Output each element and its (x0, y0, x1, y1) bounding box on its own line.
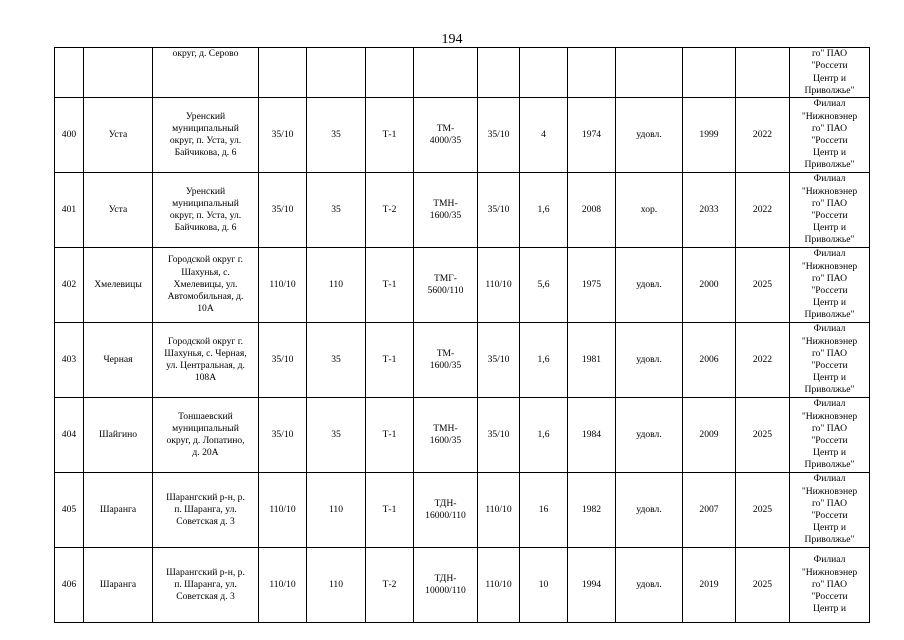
cell-voltage-hv: 35 (307, 323, 366, 398)
cell-transformer-type: ТМ- 4000/35 (414, 98, 478, 173)
cell-num: 405 (55, 473, 84, 548)
cell-num: 406 (55, 548, 84, 623)
cell-address: Шарангский р-н, р. п. Шаранга, ул. Советская д. 3 (153, 473, 259, 548)
cell-transformer-type: ТМГ- 5600/110 (414, 248, 478, 323)
cell-num: 404 (55, 398, 84, 473)
cell-replacement-year: 2022 (736, 323, 790, 398)
cell-replacement-year: 2022 (736, 98, 790, 173)
cell-address: Уренский муниципальный округ, п. Уста, ул. Байчикова, д. 6 (153, 98, 259, 173)
cell-replacement-year: 2025 (736, 248, 790, 323)
cell-voltage-hv: 110 (307, 473, 366, 548)
cell-name: Черная (84, 323, 153, 398)
cell-num: 403 (55, 323, 84, 398)
table-row (55, 248, 870, 323)
cell-voltage-hv (307, 48, 366, 98)
cell-condition: удовл. (616, 323, 683, 398)
cell-voltage-ratio: 35/10 (478, 323, 520, 398)
cell-power: 5,6 (520, 248, 568, 323)
cell-voltage-hv: 110 (307, 548, 366, 623)
cell-voltage-ratio: 35/10 (478, 398, 520, 473)
cell-commission-year (683, 48, 736, 98)
cell-power: 10 (520, 548, 568, 623)
cell-voltage-hv: 110 (307, 248, 366, 323)
table-row (55, 548, 870, 623)
cell-address: Уренский муниципальный округ, п. Уста, ул. Байчикова, д. 6 (153, 173, 259, 248)
cell-transformer-no: Т-1 (366, 398, 414, 473)
cell-voltage-class: 35/10 (259, 398, 307, 473)
cell-commission-year: 2019 (683, 548, 736, 623)
cell-commission-year: 2033 (683, 173, 736, 248)
cell-replacement-year: 2022 (736, 173, 790, 248)
cell-transformer-no (366, 48, 414, 98)
cell-address: округ, д. Серово (153, 48, 259, 98)
cell-address: Шарангский р-н, р. п. Шаранга, ул. Советская д. 3 (153, 548, 259, 623)
cell-commission-year: 2000 (683, 248, 736, 323)
cell-voltage-class: 110/10 (259, 548, 307, 623)
cell-name: Шаранга (84, 473, 153, 548)
substations-table (54, 47, 870, 623)
cell-condition: удовл. (616, 398, 683, 473)
cell-address: Тоншаевский муниципальный округ, д. Лопатино, д. 20А (153, 398, 259, 473)
cell-power: 16 (520, 473, 568, 548)
table-row (55, 323, 870, 398)
cell-voltage-class: 35/10 (259, 98, 307, 173)
cell-condition: удовл. (616, 98, 683, 173)
cell-commission-year: 1999 (683, 98, 736, 173)
cell-transformer-no: Т-1 (366, 248, 414, 323)
cell-manufacture-year: 1982 (568, 473, 616, 548)
cell-voltage-hv: 35 (307, 398, 366, 473)
cell-condition: удовл. (616, 473, 683, 548)
cell-name: Уста (84, 98, 153, 173)
cell-voltage-ratio (478, 48, 520, 98)
cell-manufacture-year (568, 48, 616, 98)
cell-owner: Филиал "Нижновэнер го" ПАО "Россети Центр и Приволжье" (790, 398, 870, 473)
cell-voltage-ratio: 110/10 (478, 473, 520, 548)
cell-condition: удовл. (616, 248, 683, 323)
cell-manufacture-year: 1975 (568, 248, 616, 323)
cell-owner: го" ПАО "Россети Центр и Приволжье" (790, 48, 870, 98)
cell-manufacture-year: 1994 (568, 548, 616, 623)
cell-transformer-type: ТДН- 10000/110 (414, 548, 478, 623)
cell-transformer-no: Т-1 (366, 98, 414, 173)
cell-owner: Филиал "Нижновэнер го" ПАО "Россети Центр и Приволжье" (790, 248, 870, 323)
cell-name: Шаранга (84, 548, 153, 623)
cell-voltage-ratio: 110/10 (478, 548, 520, 623)
cell-address: Городской округ г. Шахунья, с. Хмелевицы, ул. Автомобильная, д. 10А (153, 248, 259, 323)
cell-manufacture-year: 1984 (568, 398, 616, 473)
cell-power: 4 (520, 98, 568, 173)
cell-replacement-year (736, 48, 790, 98)
cell-transformer-type: ТМ- 1600/35 (414, 323, 478, 398)
table-row-continuation (55, 48, 870, 98)
cell-condition (616, 48, 683, 98)
cell-owner: Филиал "Нижновэнер го" ПАО "Россети Центр и Приволжье" (790, 473, 870, 548)
cell-num (55, 48, 84, 98)
cell-voltage-ratio: 35/10 (478, 173, 520, 248)
cell-transformer-no: Т-1 (366, 323, 414, 398)
cell-voltage-hv: 35 (307, 173, 366, 248)
cell-transformer-type: ТДН- 16000/110 (414, 473, 478, 548)
cell-condition: хор. (616, 173, 683, 248)
cell-name: Хмелевицы (84, 248, 153, 323)
cell-power: 1,6 (520, 323, 568, 398)
cell-voltage-class: 35/10 (259, 323, 307, 398)
cell-voltage-class: 35/10 (259, 173, 307, 248)
cell-power: 1,6 (520, 398, 568, 473)
page-number: 194 (441, 32, 463, 47)
cell-manufacture-year: 1974 (568, 98, 616, 173)
cell-num: 401 (55, 173, 84, 248)
cell-commission-year: 2009 (683, 398, 736, 473)
cell-owner: Филиал "Нижновэнер го" ПАО "Россети Центр и Приволжье" (790, 173, 870, 248)
cell-transformer-type: ТМН- 1600/35 (414, 173, 478, 248)
cell-name (84, 48, 153, 98)
cell-commission-year: 2006 (683, 323, 736, 398)
cell-num: 400 (55, 98, 84, 173)
cell-power: 1,6 (520, 173, 568, 248)
cell-name: Уста (84, 173, 153, 248)
table-row (55, 398, 870, 473)
cell-voltage-class: 110/10 (259, 473, 307, 548)
cell-condition: удовл. (616, 548, 683, 623)
cell-owner: Филиал "Нижновэнер го" ПАО "Россети Центр и Приволжье" (790, 98, 870, 173)
cell-manufacture-year: 2008 (568, 173, 616, 248)
cell-transformer-no: Т-2 (366, 548, 414, 623)
cell-transformer-no: Т-1 (366, 473, 414, 548)
cell-owner: Филиал "Нижновэнер го" ПАО "Россети Центр и Приволжье" (790, 323, 870, 398)
cell-voltage-ratio: 35/10 (478, 98, 520, 173)
cell-num: 402 (55, 248, 84, 323)
cell-transformer-type: ТМН- 1600/35 (414, 398, 478, 473)
cell-address: Городской округ г. Шахунья, с. Черная, ул. Центральная, д. 108А (153, 323, 259, 398)
cell-replacement-year: 2025 (736, 398, 790, 473)
cell-transformer-type (414, 48, 478, 98)
cell-power (520, 48, 568, 98)
cell-name: Шайгино (84, 398, 153, 473)
cell-replacement-year: 2025 (736, 473, 790, 548)
cell-voltage-hv: 35 (307, 98, 366, 173)
cell-voltage-class: 110/10 (259, 248, 307, 323)
cell-voltage-class (259, 48, 307, 98)
cell-voltage-ratio: 110/10 (478, 248, 520, 323)
cell-commission-year: 2007 (683, 473, 736, 548)
table-row (55, 173, 870, 248)
table-row (55, 473, 870, 548)
cell-manufacture-year: 1981 (568, 323, 616, 398)
cell-owner: Филиал "Нижновэнер го" ПАО "Россети Центр и (790, 548, 870, 623)
table-row (55, 98, 870, 173)
cell-transformer-no: Т-2 (366, 173, 414, 248)
cell-replacement-year: 2025 (736, 548, 790, 623)
table-body (55, 48, 870, 623)
